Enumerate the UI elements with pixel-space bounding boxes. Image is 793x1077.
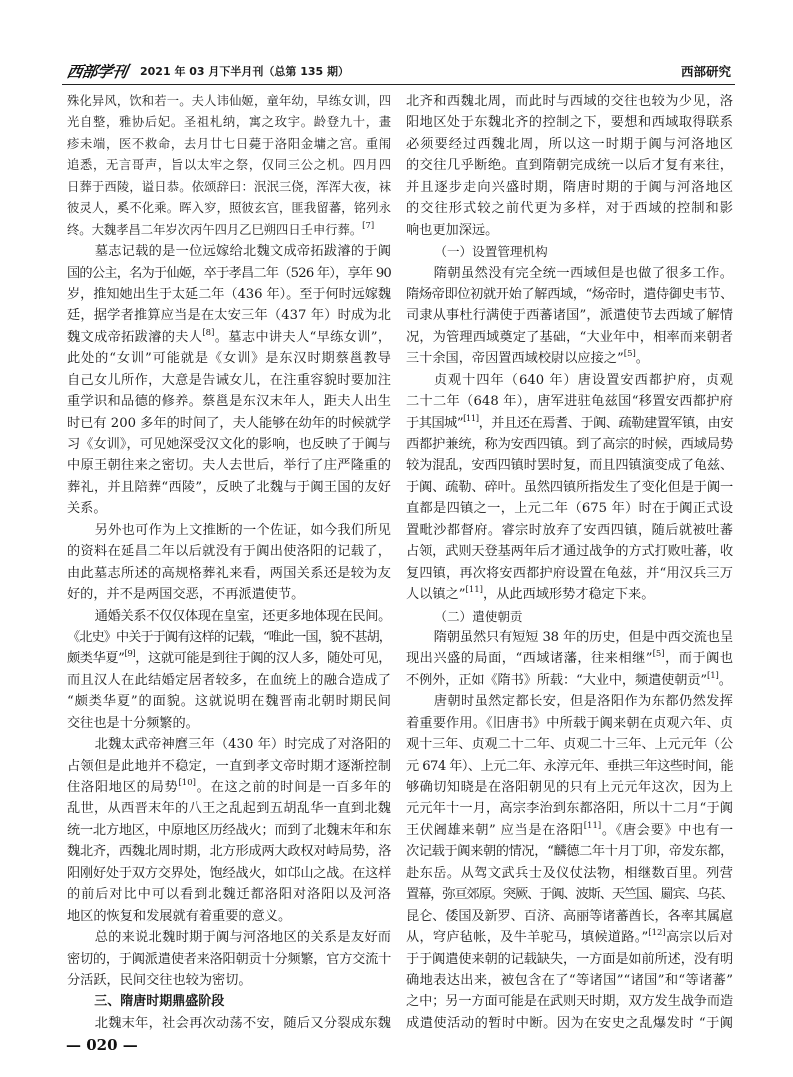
text-line	[406, 670, 733, 691]
text-line	[406, 1013, 733, 1034]
paragraph	[67, 1013, 391, 1034]
paragraph	[67, 927, 391, 991]
text-run: 确地表达出来，被包含在了“等诸国”“诸国”和“等诸蕃”	[406, 972, 733, 988]
text-run: 隋朝虽然没有完全统一西域但是也做了很多工作。	[433, 265, 733, 281]
text-run: 关系。	[67, 501, 107, 517]
text-line	[67, 177, 391, 198]
text-run: 而且汉人在此结婚定居者较多，在血统上的融合造成了	[67, 672, 391, 688]
text-run: 王伏阇雄来朝” 应当是在洛阳	[406, 822, 584, 838]
text-run: （二）遣使朝贡	[434, 608, 523, 624]
text-run: 置毗沙都督府。睿宗时放弃了安西四镇，随后就被吐蕃	[406, 522, 733, 538]
text-run: 占领但是此地并不稳定，一直到孝文帝时期才逐渐控制	[67, 758, 391, 774]
text-line	[67, 691, 391, 712]
text-run: 终。大魏孝昌二年岁次丙午四月乙巳朔四日壬申行葬。	[67, 222, 363, 237]
paragraph	[406, 370, 733, 606]
text-run: 分活跃，民间交往也较为密切。	[67, 972, 252, 988]
text-run: 必须要经过西魏北周，所以这一时期于阗与河洛地区	[406, 136, 733, 152]
text-line	[67, 541, 391, 562]
text-line	[406, 198, 733, 219]
text-line	[67, 1013, 391, 1034]
paragraph	[406, 691, 733, 1034]
text-run: 元元年十一月，高宗李治到东都洛阳，所以十二月“于阗	[406, 801, 733, 817]
text-line	[67, 734, 391, 755]
text-line	[67, 756, 391, 777]
citation-ref: [11]	[463, 413, 479, 424]
text-line	[67, 220, 391, 241]
text-line	[67, 777, 391, 798]
text-run: 二十二年（648 年），唐军进驻龟兹国“移置安西都护府	[406, 394, 733, 410]
text-run: 贞观十四年（640 年）唐设置安西都护府，贞观	[433, 372, 733, 388]
text-run: 司隶从事杜行满使于西蕃诸国”，派遣使节去西域了解情	[406, 308, 733, 324]
text-run: 魏文成帝拓跋濬的夫人	[67, 329, 203, 345]
text-line	[406, 820, 733, 841]
text-run: 北魏末年，社会再次动荡不安，随后又分裂成东魏	[94, 1015, 391, 1031]
text-line	[67, 927, 391, 948]
text-line	[67, 134, 391, 155]
text-line	[67, 670, 391, 691]
text-line	[406, 112, 733, 133]
text-run: 西都护兼统，称为安西四镇。到了高宗的时候，西域局势	[406, 437, 733, 452]
text-run: 此处的“女训”可能就是《女训》是东汉时期蔡邕教导	[67, 351, 391, 367]
text-line	[67, 991, 391, 1012]
text-run: 住洛阳地区的局势	[67, 780, 179, 795]
text-line	[67, 820, 391, 841]
text-line	[67, 434, 391, 455]
text-line	[406, 220, 733, 241]
running-header	[62, 57, 735, 85]
text-run: 墓志记载的是一位远嫁给北魏文成帝拓跋濬的于阗	[94, 244, 391, 260]
text-line	[406, 756, 733, 777]
text-run: 直都是四镇之一，上元二年（675 年）时在于阗正式设	[406, 501, 733, 517]
text-line	[67, 970, 391, 991]
text-line	[67, 284, 391, 305]
text-run: 较为混乱，安西四镇时罢时复，而且四镇演变成了龟兹、	[406, 458, 733, 474]
text-run: ，并且还在焉耆、于阗、疏勒建置军镇，由安	[478, 415, 733, 431]
text-line	[67, 305, 391, 326]
text-line	[406, 884, 733, 905]
text-run: 。在这之前的时间是一百多年的	[195, 780, 392, 795]
text-run: 的前后对比中可以看到北魏迁都洛阳对洛阳以及河洛	[67, 887, 391, 903]
text-line	[406, 370, 733, 391]
text-line	[67, 520, 391, 541]
text-run: 的交往形式较之前代更为多样，对于西域的控制和影	[406, 201, 733, 217]
text-line	[406, 155, 733, 176]
citation-ref: [5]	[623, 349, 636, 360]
text-line	[406, 284, 733, 305]
section-name: 西部研究	[680, 64, 731, 79]
paragraph-continued	[406, 91, 733, 241]
text-run: 疹未端，医不救命，去月廿七日薨于洛阳金墉之宫。重闱	[67, 136, 391, 151]
text-run: 不例外，正如《隋书》所载：“大业中，频遣使朝贡”	[406, 672, 708, 688]
text-line	[67, 863, 391, 884]
text-run: 于其国城”	[406, 415, 464, 431]
issue-info: 2021 年 03 月下半月刊（总第 135 期）	[140, 65, 350, 78]
text-line	[406, 134, 733, 155]
text-line	[67, 498, 391, 519]
text-run: 置幕，弥亘郊原。突厥、于阗、波斯、天竺国、罽宾、乌苌、	[406, 887, 733, 903]
text-run: 交往也是十分频繁的。	[67, 715, 199, 731]
text-line	[406, 498, 733, 519]
text-line	[67, 713, 391, 734]
text-run: 从，穹庐毡帐，及牛羊驼马，填候道路。”	[406, 930, 649, 946]
text-line	[406, 327, 733, 348]
text-run: 北齐和西魏北周，而此时与西域的交往也较为少见，洛	[406, 94, 733, 109]
text-line	[67, 263, 391, 284]
text-line	[406, 777, 733, 798]
text-run: 彼灵人，奚不化乘。晖入穸，照彼玄宫，匪我留蕃，铭列永	[67, 201, 391, 216]
text-run: 《北史》中关于于阗有这样的记载，“唯此一国，貌不甚胡，	[67, 629, 391, 645]
text-line	[67, 413, 391, 434]
text-run: 重学识和品德的修养。蔡邕是东汉末年人，距夫人出生	[67, 394, 391, 410]
text-run: 葬礼，并且陪葬“西陵”，反映了北魏与于阗王国的友好	[67, 479, 391, 495]
text-run: 于阗、疏勒、碎叶。虽然四镇所指发生了变化但是于阗一	[406, 479, 733, 495]
text-line	[406, 691, 733, 712]
text-line	[67, 391, 391, 412]
text-run: 况，为管理西域奠定了基础，“大业年中，相率而来朝者	[406, 329, 733, 345]
text-run: 乱世，从西晋末年的八王之乱起到五胡乱华一直到北魏	[67, 801, 391, 817]
text-run: 日葬于西陵，谥日恭。依颂辞曰：泯泯三侥，浑浑大夜，袜	[67, 179, 391, 194]
text-line	[406, 606, 733, 627]
text-run: 唐朝时虽然定都长安，但是洛阳作为东都仍然发挥	[433, 694, 733, 710]
text-run: “颇类华夏”的面貌。这就说明在魏晋南北朝时期民间	[67, 694, 391, 710]
text-line	[406, 584, 733, 605]
text-run: 三十余国，帝因置西域校尉以应接之”	[406, 351, 624, 367]
text-line	[67, 906, 391, 927]
text-line	[406, 627, 733, 648]
citation-ref: [9]	[124, 649, 136, 660]
text-run: 的交往几乎断绝。直到隋朝完成统一以后才复有来往，	[406, 158, 733, 174]
sub-heading	[406, 606, 733, 627]
text-run: 。	[635, 351, 649, 367]
citation-ref: [5]	[652, 649, 665, 660]
text-line	[406, 906, 733, 927]
text-run: 响也更加深远。	[406, 222, 499, 238]
text-line	[406, 927, 733, 948]
right-column	[406, 91, 733, 1034]
sub-heading	[406, 241, 733, 262]
text-line	[406, 91, 733, 112]
text-run: 光自整，雅协后妃。圣祖札纳，寓之玫宇。龄登九十，畫	[67, 115, 391, 130]
text-run: 魏北齐，西魏北周时期，北方形成两大政权对峙局势，洛	[67, 844, 391, 860]
text-line	[67, 584, 391, 605]
text-run: 自己女儿所作，大意是告诫女儿，在注重容貌时要加注	[67, 372, 391, 388]
text-line	[406, 391, 733, 412]
text-run: 占领，武则天登基两年后才通过战争的方式打败吐蕃，收	[406, 544, 733, 560]
text-run: 阳地区处于东魏北齐的控制之下，要想和西域取得联系	[406, 115, 733, 131]
text-run: 颇类华夏”	[67, 651, 125, 667]
text-line	[67, 477, 391, 498]
text-run: 总的来说北魏时期于阗与河洛地区的关系是友好而	[94, 930, 391, 946]
citation-ref: [11]	[583, 820, 602, 831]
text-run: ，而于阗也	[664, 651, 734, 667]
text-run: 。	[718, 672, 732, 688]
text-line	[67, 370, 391, 391]
text-line	[406, 305, 733, 326]
text-run: 殊化异风，饮和若一。夫人讳仙姬，童年幼，早练女训，四	[67, 94, 391, 108]
text-line	[406, 563, 733, 584]
text-run: 够确切知晓是在洛阳朝见的只有上元元年这次，因为上	[406, 780, 733, 795]
citation-ref: [10]	[178, 778, 196, 788]
text-run: 隋朝虽然只有短短 38 年的历史，但是中西交流也呈	[433, 629, 733, 645]
text-line	[67, 627, 391, 648]
text-run: 现出兴盛的局面，“西域诸藩，往来相继”	[406, 651, 653, 667]
text-line	[406, 177, 733, 198]
text-line	[67, 198, 391, 219]
text-line	[67, 884, 391, 905]
text-run: 密切的，于阗派遣使者来洛阳朝贡十分频繁，官方交流十	[67, 951, 391, 967]
text-run: 隋炀帝即位初就开始了解西域，“炀帝时，遣侍御史韦节、	[406, 286, 733, 302]
text-run: 复四镇，再次将安西都护府设置在龟兹，并“用汉兵三万	[406, 565, 733, 581]
citation-ref: [12]	[648, 928, 666, 939]
text-run: 于于阗遣使来朝的记载缺失，一方面是如前所述，没有明	[406, 951, 733, 967]
text-run: 成遣使活动的暂时中断。因为在安史之乱爆发时 “于阗	[406, 1015, 733, 1031]
paragraph	[67, 520, 391, 606]
text-line	[406, 648, 733, 669]
text-line	[67, 327, 391, 348]
text-line	[406, 713, 733, 734]
text-line	[406, 991, 733, 1012]
text-line	[67, 112, 391, 133]
text-run: 。墓志中讲夫人“早练女训”，	[214, 329, 392, 345]
text-line	[406, 477, 733, 498]
text-run: ，这就可能是到往于阗的汉人多，随处可见，	[135, 651, 391, 667]
text-line	[406, 863, 733, 884]
text-line	[67, 455, 391, 476]
paragraph	[406, 627, 733, 691]
text-line	[406, 263, 733, 284]
text-run: 昆仑、倭国及新罗、百济、高丽等诸蕃酋长，各率其属扈	[406, 908, 733, 924]
text-line	[67, 606, 391, 627]
citation-ref: [8]	[202, 327, 215, 338]
text-run: 习《女训》，可见她深受汉文化的影响，也反映了于阗与	[67, 437, 391, 452]
text-line	[67, 348, 391, 369]
text-line	[67, 841, 391, 862]
text-line	[406, 434, 733, 455]
text-run: 元 674 年）、上元二年、永淳元年、垂拱三年这些时间，能	[406, 758, 733, 774]
text-run: 北魏太武帝神麿三年（430 年）时完成了对洛阳的	[94, 737, 391, 753]
text-line	[406, 798, 733, 819]
text-run: 廷，据学者推算应当是在太安三年（437 年）时成为北	[67, 308, 391, 324]
paragraph	[67, 734, 391, 927]
text-line	[406, 841, 733, 862]
text-line	[406, 734, 733, 755]
text-run: 好的，并不是两国交恶，不再派遣使节。	[67, 587, 305, 603]
text-line	[67, 155, 391, 176]
text-run: 人以镇之”	[406, 587, 466, 603]
text-line	[406, 348, 733, 369]
left-column	[67, 91, 391, 1034]
citation-ref: [11]	[465, 585, 483, 596]
text-run: 赴东岳。从驾文武兵士及仪仗法物，相继数百里。列营	[406, 865, 733, 881]
text-run: 时已有 200 多年的时间了，夫人能够在幼年的时候就学	[67, 415, 391, 431]
page-number: — 020 —	[66, 1036, 138, 1054]
text-line	[67, 798, 391, 819]
text-run: 着重要作用。《旧唐书》中所载于阗来朝在贞观六年、贞	[406, 715, 733, 731]
text-run: 并且逐步走向兴盛时期，隋唐时期的于阗与河洛地区	[406, 179, 733, 195]
text-run: 国的公主，名为于仙姬，卒于孝昌二年（526 年），享年 90	[67, 265, 391, 281]
text-line	[406, 455, 733, 476]
text-line	[67, 241, 391, 262]
text-line	[406, 241, 733, 262]
text-run: 观十三年、贞观二十二年、贞观二十三年、上元元年（公	[406, 737, 733, 753]
text-run: 追悉，无言哥声，旨以太牢之祭，仅同三公之机。四月四	[67, 158, 391, 173]
text-line	[406, 949, 733, 970]
text-run: （一）设置管理机构	[434, 244, 548, 260]
text-run: 另外也可作为上文推断的一个佐证，如今我们所见	[94, 522, 391, 538]
text-run: 三、隋唐时期鼎盛阶段	[94, 994, 225, 1010]
text-line	[406, 413, 733, 434]
text-run: 地区的恢复和发展就有着重要的意义。	[67, 908, 292, 924]
text-run: 。《唐会要》中也有一	[601, 822, 734, 838]
text-line	[67, 949, 391, 970]
text-run: 次记载于阗来朝的情况，“麟德二年十月丁卯，帝发东都，	[406, 844, 733, 860]
citation-ref: [7]	[362, 220, 375, 231]
text-run: 统一北方地区，中原地区历经战火；而到了北魏末年和东	[67, 822, 391, 838]
text-line	[67, 648, 391, 669]
text-line	[406, 970, 733, 991]
text-run: ，从此西域形势才稳定下来。	[482, 587, 655, 603]
text-run: 由此墓志所述的高规格葬礼来看，两国关系还是较为友	[67, 565, 391, 581]
text-run: 之中；另一方面可能是在武则天时期，双方发生战争而造	[406, 994, 733, 1010]
text-run: 通婚关系不仅仅体现在皇室，还更多地体现在民间。	[94, 608, 391, 624]
text-line	[406, 541, 733, 562]
section-heading	[67, 991, 391, 1012]
text-run: 阳刚好处于双方交界处，饱经战火，如邙山之战。在这样	[67, 865, 391, 881]
journal-logo: 西部学刊	[65, 62, 129, 81]
text-run: 的资料在延昌二年以后就没有于阗出使洛阳的记载了，	[67, 544, 391, 560]
paragraph	[406, 263, 733, 370]
text-run: 中原王朝往来之密切。夫人去世后，举行了庄严隆重的	[67, 458, 391, 474]
text-line	[406, 520, 733, 541]
text-run: 岁，推知她出生于太延二年（436 年）。至于何时远嫁魏	[67, 286, 391, 302]
text-line	[67, 91, 391, 112]
epitaph-quote	[67, 91, 391, 241]
citation-ref: [1]	[707, 670, 719, 681]
text-run: 高宗以后对	[665, 930, 734, 946]
text-line	[67, 563, 391, 584]
paragraph	[67, 241, 391, 520]
paragraph	[67, 606, 391, 735]
